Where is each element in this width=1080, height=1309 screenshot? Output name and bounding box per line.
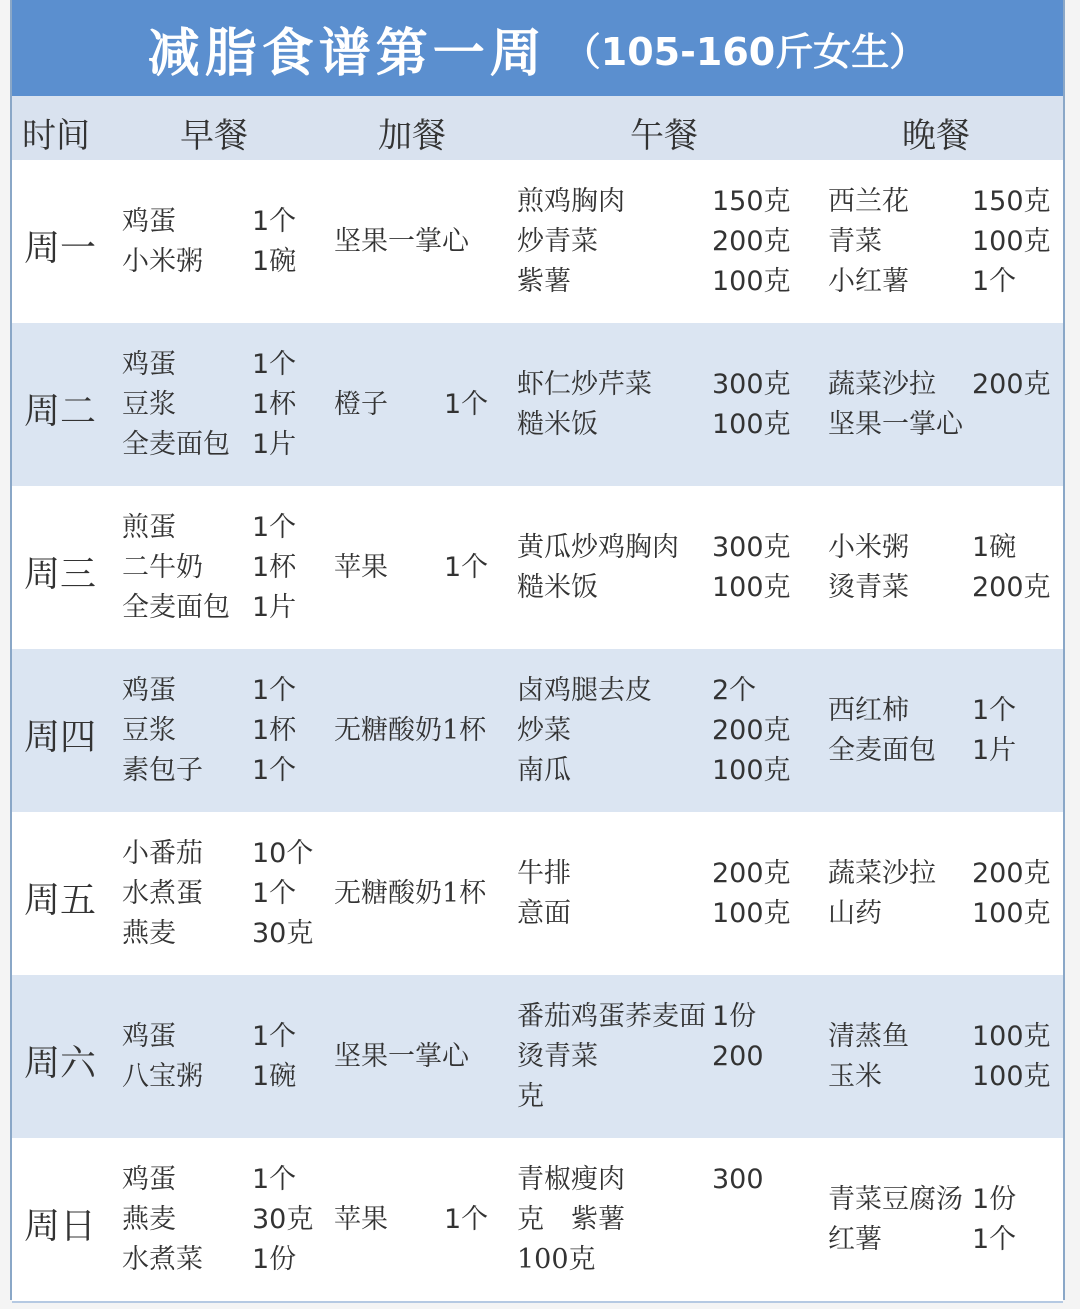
breakfast-item: 豆浆 bbox=[122, 715, 176, 746]
dinner-quantity: 200克 bbox=[972, 572, 1051, 603]
breakfast-quantity: 10个 bbox=[252, 838, 314, 869]
breakfast-quantity: 1杯 bbox=[252, 389, 297, 420]
breakfast-item: 全麦面包 bbox=[122, 429, 230, 460]
breakfast-quantity: 1个 bbox=[252, 512, 297, 543]
breakfast-quantity: 1个 bbox=[252, 755, 297, 786]
table-row bbox=[12, 323, 1063, 488]
lunch-quantity: 300克 bbox=[712, 532, 791, 563]
table-row bbox=[12, 975, 1063, 1140]
meal-plan-table bbox=[10, 0, 1065, 1300]
breakfast-quantity: 30克 bbox=[252, 918, 314, 949]
dinner-item: 山药 bbox=[828, 898, 882, 929]
snack-item: 苹果 bbox=[334, 552, 388, 583]
dinner-quantity: 150克 bbox=[972, 186, 1051, 217]
lunch-item: 炒青菜 bbox=[517, 226, 598, 257]
breakfast-item: 鸡蛋 bbox=[122, 206, 176, 237]
snack-quantity: 1个 bbox=[444, 552, 489, 583]
snack-item: 苹果 bbox=[334, 1204, 388, 1235]
header-snack: 加餐 bbox=[378, 116, 446, 156]
day-label: 周五 bbox=[24, 879, 97, 921]
lunch-item: 青椒瘦肉 bbox=[517, 1164, 625, 1195]
page-subtitle: （105-160斤女生） bbox=[562, 29, 928, 74]
title-bar bbox=[12, 0, 1063, 96]
dinner-item: 青菜豆腐汤 bbox=[828, 1184, 963, 1215]
breakfast-item: 鸡蛋 bbox=[122, 1164, 176, 1195]
breakfast-item: 二牛奶 bbox=[122, 552, 203, 583]
dinner-item: 烫青菜 bbox=[828, 572, 909, 603]
breakfast-quantity: 1个 bbox=[252, 878, 297, 909]
lunch-quantity: 200克 bbox=[712, 226, 791, 257]
lunch-quantity: 150克 bbox=[712, 186, 791, 217]
dinner-item: 西兰花 bbox=[828, 186, 909, 217]
dinner-quantity: 1个 bbox=[972, 266, 1017, 297]
breakfast-item: 鸡蛋 bbox=[122, 349, 176, 380]
breakfast-quantity: 1个 bbox=[252, 1021, 297, 1052]
dinner-item: 青菜 bbox=[828, 226, 882, 257]
snack-item: 坚果一掌心 bbox=[334, 226, 469, 257]
header-lunch: 午餐 bbox=[630, 116, 698, 156]
lunch-item: 克 紫薯 bbox=[517, 1204, 625, 1235]
lunch-item: 克 bbox=[517, 1081, 544, 1112]
breakfast-quantity: 1碗 bbox=[252, 1061, 297, 1092]
breakfast-item: 鸡蛋 bbox=[122, 675, 176, 706]
lunch-quantity: 100克 bbox=[712, 409, 791, 440]
dinner-item: 全麦面包 bbox=[828, 735, 936, 766]
snack-item: 无糖酸奶1杯 bbox=[334, 878, 487, 909]
lunch-quantity: 2个 bbox=[712, 675, 757, 706]
lunch-item: 意面 bbox=[517, 898, 571, 929]
snack-quantity: 1个 bbox=[444, 389, 489, 420]
lunch-quantity: 100克 bbox=[712, 266, 791, 297]
breakfast-item: 全麦面包 bbox=[122, 592, 230, 623]
dinner-quantity: 100克 bbox=[972, 898, 1051, 929]
dinner-item: 蔬菜沙拉 bbox=[828, 858, 936, 889]
breakfast-item: 鸡蛋 bbox=[122, 1021, 176, 1052]
lunch-quantity: 100克 bbox=[712, 572, 791, 603]
lunch-item: 100克 bbox=[517, 1244, 596, 1275]
table-row bbox=[12, 486, 1063, 651]
breakfast-item: 水煮蛋 bbox=[122, 878, 203, 909]
dinner-item: 西红柿 bbox=[828, 695, 909, 726]
breakfast-item: 八宝粥 bbox=[122, 1061, 203, 1092]
lunch-item: 炒菜 bbox=[517, 715, 571, 746]
breakfast-quantity: 1个 bbox=[252, 206, 297, 237]
dinner-quantity: 200克 bbox=[972, 858, 1051, 889]
lunch-quantity: 300克 bbox=[712, 369, 791, 400]
dinner-item: 红薯 bbox=[828, 1224, 882, 1255]
lunch-item: 烫青菜 bbox=[517, 1041, 598, 1072]
dinner-item: 坚果一掌心 bbox=[828, 409, 963, 440]
lunch-quantity: 200克 bbox=[712, 715, 791, 746]
breakfast-quantity: 1份 bbox=[252, 1244, 297, 1275]
breakfast-quantity: 30克 bbox=[252, 1204, 314, 1235]
day-label: 周二 bbox=[24, 390, 97, 432]
breakfast-item: 豆浆 bbox=[122, 389, 176, 420]
breakfast-item: 素包子 bbox=[122, 755, 203, 786]
breakfast-item: 水煮菜 bbox=[122, 1244, 203, 1275]
breakfast-quantity: 1碗 bbox=[252, 246, 297, 277]
snack-item: 橙子 bbox=[334, 389, 388, 420]
table-header-row bbox=[12, 96, 1063, 162]
dinner-item: 蔬菜沙拉 bbox=[828, 369, 936, 400]
breakfast-quantity: 1个 bbox=[252, 675, 297, 706]
lunch-quantity: 200 bbox=[712, 1041, 764, 1072]
dinner-item: 小红薯 bbox=[828, 266, 909, 297]
snack-item: 坚果一掌心 bbox=[334, 1041, 469, 1072]
breakfast-item: 燕麦 bbox=[122, 1204, 176, 1235]
table-row bbox=[12, 1138, 1063, 1303]
lunch-quantity: 1份 bbox=[712, 1001, 757, 1032]
lunch-quantity: 100克 bbox=[712, 755, 791, 786]
breakfast-item: 煎蛋 bbox=[122, 512, 176, 543]
lunch-item: 牛排 bbox=[517, 858, 571, 889]
page-title: 减脂食谱第一周 bbox=[147, 22, 547, 84]
lunch-quantity: 200克 bbox=[712, 858, 791, 889]
dinner-quantity: 100克 bbox=[972, 226, 1051, 257]
day-label: 周三 bbox=[24, 553, 97, 595]
lunch-item: 虾仁炒芹菜 bbox=[517, 369, 652, 400]
table-row bbox=[12, 812, 1063, 977]
lunch-quantity: 300 bbox=[712, 1164, 764, 1195]
dinner-quantity: 100克 bbox=[972, 1061, 1051, 1092]
dinner-quantity: 1份 bbox=[972, 1184, 1017, 1215]
breakfast-item: 燕麦 bbox=[122, 918, 176, 949]
breakfast-quantity: 1片 bbox=[252, 592, 297, 623]
breakfast-quantity: 1片 bbox=[252, 429, 297, 460]
dinner-item: 清蒸鱼 bbox=[828, 1021, 909, 1052]
snack-quantity: 1个 bbox=[444, 1204, 489, 1235]
lunch-item: 糙米饭 bbox=[517, 572, 598, 603]
breakfast-item: 小番茄 bbox=[122, 838, 203, 869]
lunch-item: 糙米饭 bbox=[517, 409, 598, 440]
breakfast-quantity: 1杯 bbox=[252, 715, 297, 746]
breakfast-quantity: 1杯 bbox=[252, 552, 297, 583]
breakfast-item: 小米粥 bbox=[122, 246, 203, 277]
dinner-quantity: 1个 bbox=[972, 695, 1017, 726]
lunch-item: 煎鸡胸肉 bbox=[517, 186, 625, 217]
dinner-quantity: 100克 bbox=[972, 1021, 1051, 1052]
day-label: 周六 bbox=[24, 1042, 97, 1084]
dinner-item: 玉米 bbox=[828, 1061, 882, 1092]
lunch-item: 番茄鸡蛋荞麦面 bbox=[517, 1001, 706, 1032]
snack-item: 无糖酸奶1杯 bbox=[334, 715, 487, 746]
header-breakfast: 早餐 bbox=[180, 116, 248, 156]
breakfast-quantity: 1个 bbox=[252, 1164, 297, 1195]
header-time: 时间 bbox=[22, 116, 90, 156]
table-row bbox=[12, 160, 1063, 325]
dinner-item: 小米粥 bbox=[828, 532, 909, 563]
lunch-item: 紫薯 bbox=[517, 266, 571, 297]
lunch-item: 卤鸡腿去皮 bbox=[517, 675, 652, 706]
dinner-quantity: 1片 bbox=[972, 735, 1017, 766]
dinner-quantity: 1个 bbox=[972, 1224, 1017, 1255]
dinner-quantity: 200克 bbox=[972, 369, 1051, 400]
day-label: 周日 bbox=[24, 1205, 97, 1247]
table-row bbox=[12, 649, 1063, 814]
day-label: 周一 bbox=[24, 227, 97, 269]
header-dinner: 晚餐 bbox=[902, 116, 970, 156]
lunch-item: 南瓜 bbox=[517, 755, 571, 786]
dinner-quantity: 1碗 bbox=[972, 532, 1017, 563]
lunch-item: 黄瓜炒鸡胸肉 bbox=[517, 532, 679, 563]
day-label: 周四 bbox=[24, 716, 97, 758]
breakfast-quantity: 1个 bbox=[252, 349, 297, 380]
lunch-quantity: 100克 bbox=[712, 898, 791, 929]
